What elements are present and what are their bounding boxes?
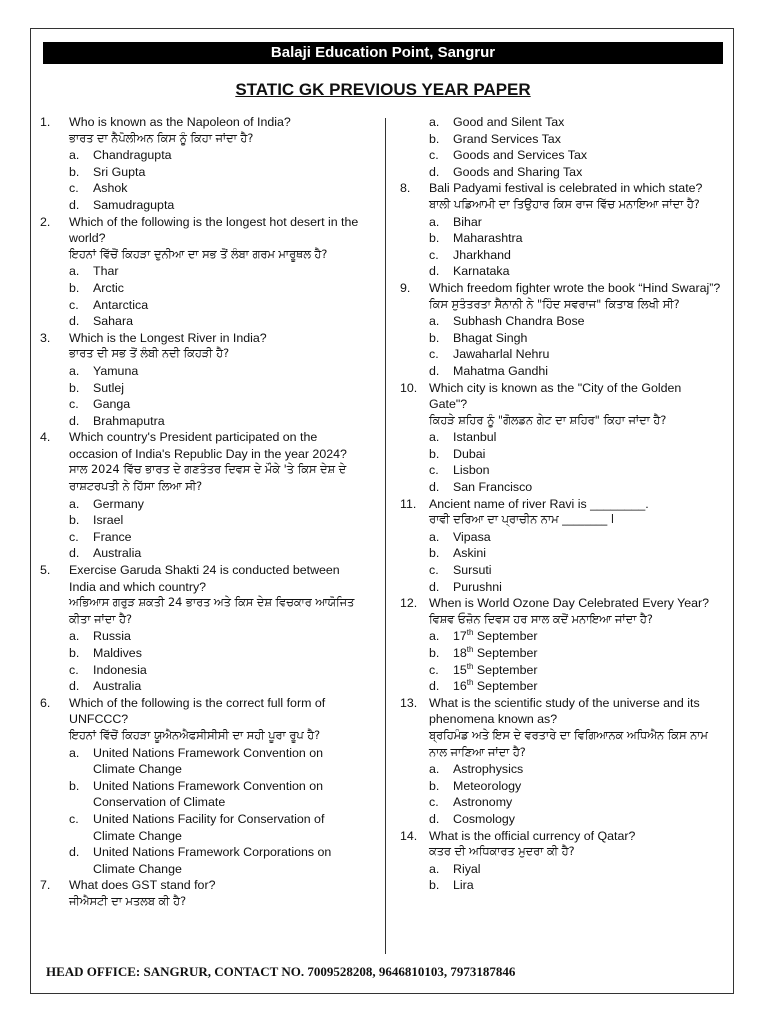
option: d. Brahmaputra xyxy=(69,413,165,428)
option: a. United Nations Framework Convention on Climate Change xyxy=(69,745,324,777)
option: b. Arctic xyxy=(69,280,124,295)
option: b. Maharashtra xyxy=(429,231,523,246)
option: b. Lira xyxy=(429,878,474,893)
option: b. United Nations Framework Convention on Conservation of Climate xyxy=(69,778,324,810)
question-number: 13. xyxy=(400,695,418,710)
question-punjabi: ਇਹਨਾਂ ਵਿੱਚੋਂ ਕਿਹੜਾ ਯੂਐਨਐਫਸੀਸੀਸੀ ਦਾ ਸਹੀ ਪੂਰਾ ਰੂਪ ਹੈ? xyxy=(69,728,321,742)
question-text: Which of the following is the longest hot desert in the world? xyxy=(69,214,359,246)
question-punjabi: ਅਭਿਆਸ ਗਰੁੜ ਸ਼ਕਤੀ 24 ਭਾਰਤ ਅਤੇ ਕਿਸ ਦੇਸ਼ ਵਿਚਕਾਰ ਆਯੋਜਿਤ ਕੀਤਾ ਜਾਂਦਾ ਹੈ? xyxy=(69,596,355,626)
option: c. Ashok xyxy=(69,181,128,196)
option: b. Sri Gupta xyxy=(69,164,146,179)
question-number: 2. xyxy=(40,214,51,229)
option: c. Jharkhand xyxy=(429,247,511,262)
question-4 xyxy=(40,429,365,562)
question-number: 5. xyxy=(40,563,51,578)
question-number: 3. xyxy=(40,330,51,345)
option: b. Maldives xyxy=(69,646,142,660)
question-text: Which freedom fighter wrote the book “Hind Swaraj”? xyxy=(429,280,721,295)
option: a. Riyal xyxy=(429,861,481,876)
question-punjabi: ਇਹਨਾਂ ਵਿੱਚੋਂ ਕਿਹੜਾ ਦੁਨੀਆ ਦਾ ਸਭ ਤੋਂ ਲੰਬਾ ਗਰਮ ਮਾਰੂਥਲ ਹੈ? xyxy=(69,247,328,261)
option: a. Chandragupta xyxy=(69,148,172,163)
question-1 xyxy=(40,114,365,214)
option: d. Australia xyxy=(69,679,142,694)
question-13 xyxy=(400,695,722,828)
option: d. Purushni xyxy=(429,579,502,594)
question-number: 11. xyxy=(400,496,417,511)
option: a. 17th September xyxy=(429,628,538,644)
question-text: Which of the following is the correct full form of UNFCCC? xyxy=(69,695,326,727)
option: a. Thar xyxy=(69,264,119,279)
question-punjabi: ਕਿਸ ਸੁਤੰਤਰਤਾ ਸੈਨਾਨੀ ਨੇ "ਹਿੰਦ ਸਵਰਾਜ" ਕਿਤਾਬ ਲਿਖੀ ਸੀ? xyxy=(429,297,680,311)
option: b. Sutlej xyxy=(69,380,124,395)
question-7 xyxy=(40,877,365,910)
question-text: Ancient name of river Ravi is ________. xyxy=(429,496,649,511)
question-text: What does GST stand for? xyxy=(69,878,216,893)
option: c. Goods and Services Tax xyxy=(429,148,588,163)
option: c. Antarctica xyxy=(69,297,149,312)
option: a. Astrophysics xyxy=(429,762,524,777)
option: d. United Nations Framework Corporations on Climate Change xyxy=(69,845,332,876)
institute-banner: Balaji Education Point, Sangrur xyxy=(43,42,723,64)
option: b. Meteorology xyxy=(429,778,522,793)
question-number: 10. xyxy=(400,380,418,395)
option: c. France xyxy=(69,529,132,544)
question-number: 7. xyxy=(40,878,51,893)
option: d. Cosmology xyxy=(429,811,515,826)
option: b. Dubai xyxy=(429,446,486,461)
question-punjabi: ਭਾਰਤ ਦੀ ਸਭ ਤੋਂ ਲੰਬੀ ਨਦੀ ਕਿਹੜੀ ਹੈ? xyxy=(69,347,230,361)
option: a. Yamuna xyxy=(69,363,139,378)
option: b. Bhagat Singh xyxy=(429,330,528,345)
option: c. Lisbon xyxy=(429,463,490,478)
question-number: 14. xyxy=(400,828,418,843)
option: a. Russia xyxy=(69,629,131,644)
option: a. Good and Silent Tax xyxy=(429,115,565,129)
footer-contact: HEAD OFFICE: SANGRUR, CONTACT NO. 7009528208, 9646810103, 7973187846 xyxy=(46,964,516,979)
question-number: 1. xyxy=(40,115,51,129)
option: c. Indonesia xyxy=(69,662,147,677)
option: a. Bihar xyxy=(429,214,482,229)
question-punjabi: ਸਾਲ 2024 ਵਿੱਚ ਭਾਰਤ ਦੇ ਗਣਤੰਤਰ ਦਿਵਸ ਦੇ ਮੌਕੇ 'ਤੇ ਕਿਸ ਦੇਸ਼ ਦੇ ਰਾਸ਼ਟਰਪਤੀ ਨੇ ਹਿੱਸਾ ਲਿਆ ਸੀ? xyxy=(69,463,347,494)
question-text: Which is the Longest River in India? xyxy=(69,330,267,345)
left-column xyxy=(40,114,365,911)
option: d. Australia xyxy=(69,546,142,561)
option: c. 15th September xyxy=(429,661,538,677)
option: d. Sahara xyxy=(69,314,133,329)
question-7-options xyxy=(400,114,722,180)
question-10 xyxy=(400,380,722,496)
question-3 xyxy=(40,330,365,430)
question-punjabi: ਵਿਸ਼ਵ ਓਜ਼ੋਨ ਦਿਵਸ ਹਰ ਸਾਲ ਕਦੋਂ ਮਨਾਇਆ ਜਾਂਦਾ ਹੈ? xyxy=(429,612,653,626)
option: c. Ganga xyxy=(69,397,131,412)
question-5 xyxy=(40,562,365,695)
option: a. Vipasa xyxy=(429,529,491,544)
option: b. 18th September xyxy=(429,644,538,660)
question-text: Which country's President participated on the occasion of India's Republic Day in the year 2024? xyxy=(69,430,347,461)
question-text: Exercise Garuda Shakti 24 is conducted between India and which country? xyxy=(69,563,340,594)
question-punjabi: ਕਿਹੜੇ ਸ਼ਹਿਰ ਨੂੰ "ਗੋਲਡਨ ਗੇਟ ਦਾ ਸ਼ਹਿਰ" ਕਿਹਾ ਜਾਂਦਾ ਹੈ? xyxy=(429,413,667,427)
option: b. Grand Services Tax xyxy=(429,131,561,146)
option: c. Astronomy xyxy=(429,795,513,810)
question-number: 8. xyxy=(400,181,411,196)
question-text: Which city is known as the "City of the Golden Gate"? xyxy=(429,380,682,412)
question-2 xyxy=(40,214,365,330)
question-number: 9. xyxy=(400,280,411,295)
option: d. Samudragupta xyxy=(69,197,175,212)
question-punjabi: ਬਾਲੀ ਪਡਿਆਮੀ ਦਾ ਤਿਉਹਾਰ ਕਿਸ ਰਾਜ ਵਿੱਚ ਮਨਾਇਆ ਜਾਂਦਾ ਹੈ? xyxy=(429,197,700,211)
question-11 xyxy=(400,496,722,596)
question-text: What is the scientific study of the universe and its phenomena known as? xyxy=(429,695,700,727)
question-text: Who is known as the Napoleon of India? xyxy=(69,115,291,129)
option: d. San Francisco xyxy=(429,480,533,495)
question-text: What is the official currency of Qatar? xyxy=(429,828,636,843)
paper-title: STATIC GK PREVIOUS YEAR PAPER xyxy=(235,80,531,99)
question-number: 12. xyxy=(400,596,418,611)
option: a. Subhash Chandra Bose xyxy=(429,314,585,329)
question-8 xyxy=(400,180,722,280)
option: d. 16th September xyxy=(429,678,538,694)
question-punjabi: ਭਾਰਤ ਦਾ ਨੈਪੋਲੀਅਨ ਕਿਸ ਨੂੰ ਕਿਹਾ ਜਾਂਦਾ ਹੈ? xyxy=(69,131,254,145)
option: c. Sursuti xyxy=(429,563,492,578)
option: d. Mahatma Gandhi xyxy=(429,363,549,378)
option: d. Karnataka xyxy=(429,264,510,279)
option: b. Askini xyxy=(429,546,487,561)
column-divider xyxy=(385,118,386,954)
question-number: 6. xyxy=(40,695,51,710)
option: a. Germany xyxy=(69,496,144,511)
question-punjabi: ਜੀਐਸਟੀ ਦਾ ਮਤਲਬ ਕੀ ਹੈ? xyxy=(69,894,187,908)
question-number: 4. xyxy=(40,430,51,445)
question-punjabi: ਬ੍ਰਹਿਮੰਡ ਅਤੇ ਇਸ ਦੇ ਵਰਤਾਰੇ ਦਾ ਵਿਗਿਆਨਕ ਅਧਿਐਨ ਕਿਸ ਨਾਮ ਨਾਲ ਜਾਣਿਆ ਜਾਂਦਾ ਹੈ? xyxy=(429,728,708,759)
question-punjabi: ਕਤਰ ਦੀ ਅਧਿਕਾਰਤ ਮੁਦਰਾ ਕੀ ਹੈ? xyxy=(429,845,575,859)
option: c. United Nations Facility for Conservation of Climate Change xyxy=(69,811,325,843)
question-12 xyxy=(400,595,722,695)
option: b. Israel xyxy=(69,513,124,528)
question-punjabi: ਰਾਵੀ ਦਰਿਆ ਦਾ ਪ੍ਰਾਚੀਨ ਨਾਮ ________ l xyxy=(429,513,615,527)
option: a. Istanbul xyxy=(429,430,497,445)
question-6 xyxy=(40,695,365,878)
question-14 xyxy=(400,828,722,894)
right-column xyxy=(400,114,722,894)
option: c. Jawaharlal Nehru xyxy=(429,347,550,362)
question-text: When is World Ozone Day Celebrated Every Year? xyxy=(429,596,710,611)
question-9 xyxy=(400,280,722,380)
option: d. Goods and Sharing Tax xyxy=(429,164,583,179)
question-text: Bali Padyami festival is celebrated in which state? xyxy=(429,181,703,196)
